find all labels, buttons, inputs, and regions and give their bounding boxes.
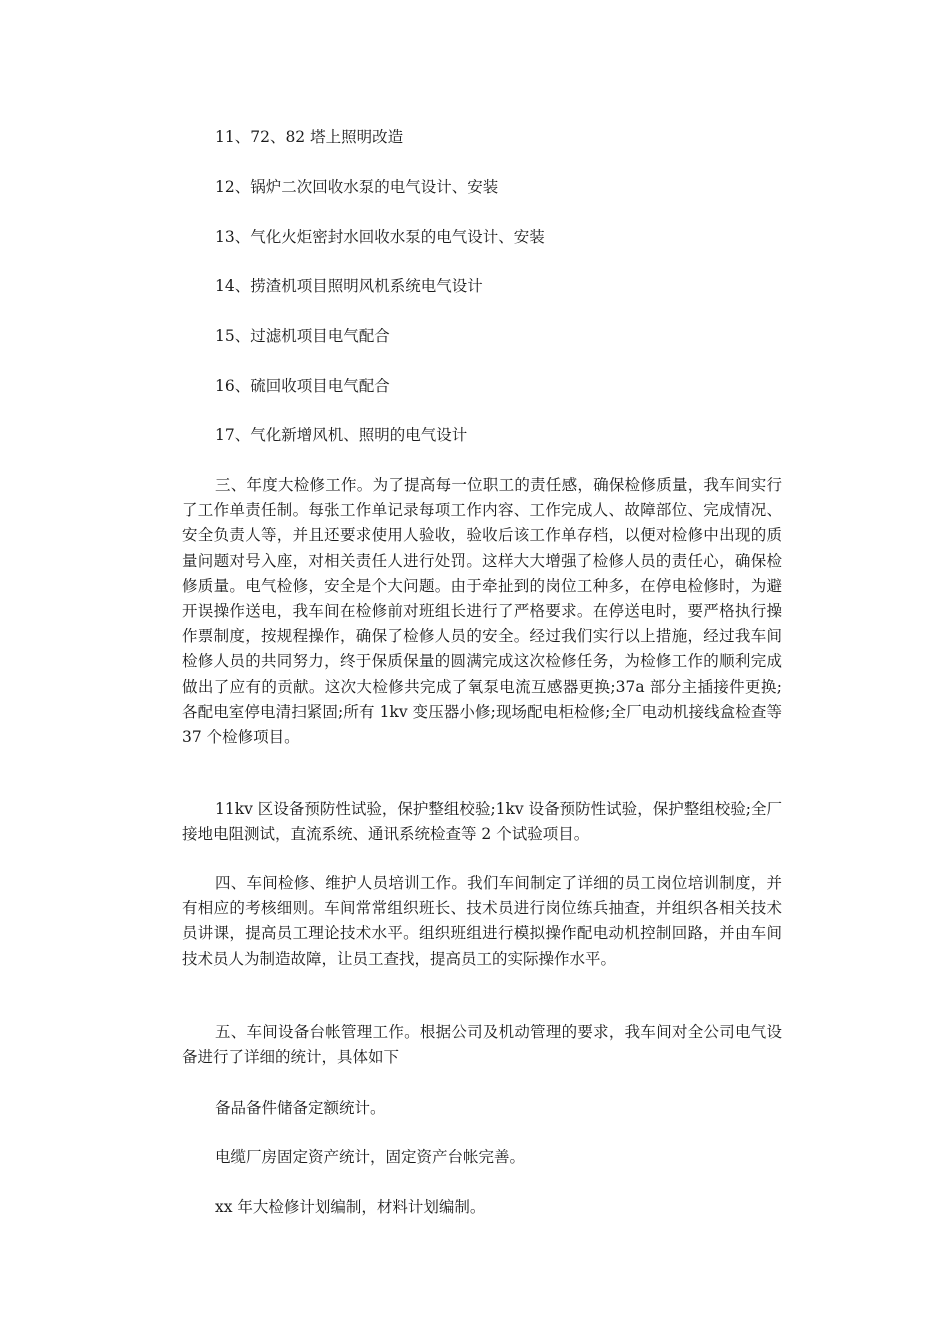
list-item: 13、气化火炬密封水回收水泵的电气设计、安装 (215, 228, 545, 246)
list-item: 电缆厂房固定资产统计，固定资产台帐完善。 (215, 1148, 526, 1166)
paragraph-preventive-tests: 11kv 区设备预防性试验，保护整组校验;1kv 设备预防性试验，保护整组校验;全厂接地电阻测试，直流系统、通讯系统检查等 2 个试验项目。 (182, 800, 782, 844)
list-item: 12、锅炉二次回收水泵的电气设计、安装 (215, 178, 499, 196)
list-item: 14、捞渣机项目照明风机系统电气设计 (215, 277, 483, 295)
list-item: 17、气化新增风机、照明的电气设计 (215, 426, 468, 444)
list-item: 15、过滤机项目电气配合 (215, 327, 390, 345)
paragraph-staff-training: 四、车间检修、维护人员培训工作。我们车间制定了详细的员工岗位培训制度，并有相应的考核细则。车间常常组织班长、技术员进行岗位练兵抽查，并组织各相关技术员讲课，提高员工理论技术水平。组织班组进行模拟操作配电动机控制回路，并由车间技术员人为制造故障，让员工查找，提高员工的实际操作水平。 (182, 874, 782, 968)
list-item: xx 年大检修计划编制，材料计划编制。 (215, 1198, 486, 1216)
list-item: 16、硫回收项目电气配合 (215, 377, 390, 395)
paragraph-annual-overhaul: 三、年度大检修工作。为了提高每一位职工的责任感，确保检修质量，我车间实行了工作单责任制。每张工作单记录每项工作内容、工作完成人、故障部位、完成情况、安全负责人等，并且还要求使用人验收，验收后该工作单存档，以便对检修中出现的质量问题对号入座，对相关责任人进行处罚。这样大大增强了检修人员的责任心，确保检修质量。电气检修，安全是个大问题。由于牵扯到的岗位工种多，在停电检修时，为避开误操作送电，我车间在检修前对班组长进行了严格要求。在停送电时，要严格执行操作票制度，按规程操作，确保了检修人员的安全。经过我们实行以上措施，经过我车间检修人员的共同努力，终于保质保量的圆满完成这次检修任务，为检修工作的顺利完成做出了应有的贡献。这次大检修共完成了氧泵电流互感器更换;37a 部分主插接件更换;各配电室停电清扫紧固;所有 1kv 变压器小修;现场配电柜检修;全厂电动机接线盒检查等 37 个检修项目。 (182, 476, 782, 747)
list-item: 11、72、82 塔上照明改造 (215, 128, 404, 146)
list-item: 备品备件储备定额统计。 (215, 1099, 386, 1117)
paragraph-equipment-ledger: 五、车间设备台帐管理工作。根据公司及机动管理的要求，我车间对全公司电气设备进行了详细的统计，具体如下 (182, 1023, 782, 1067)
